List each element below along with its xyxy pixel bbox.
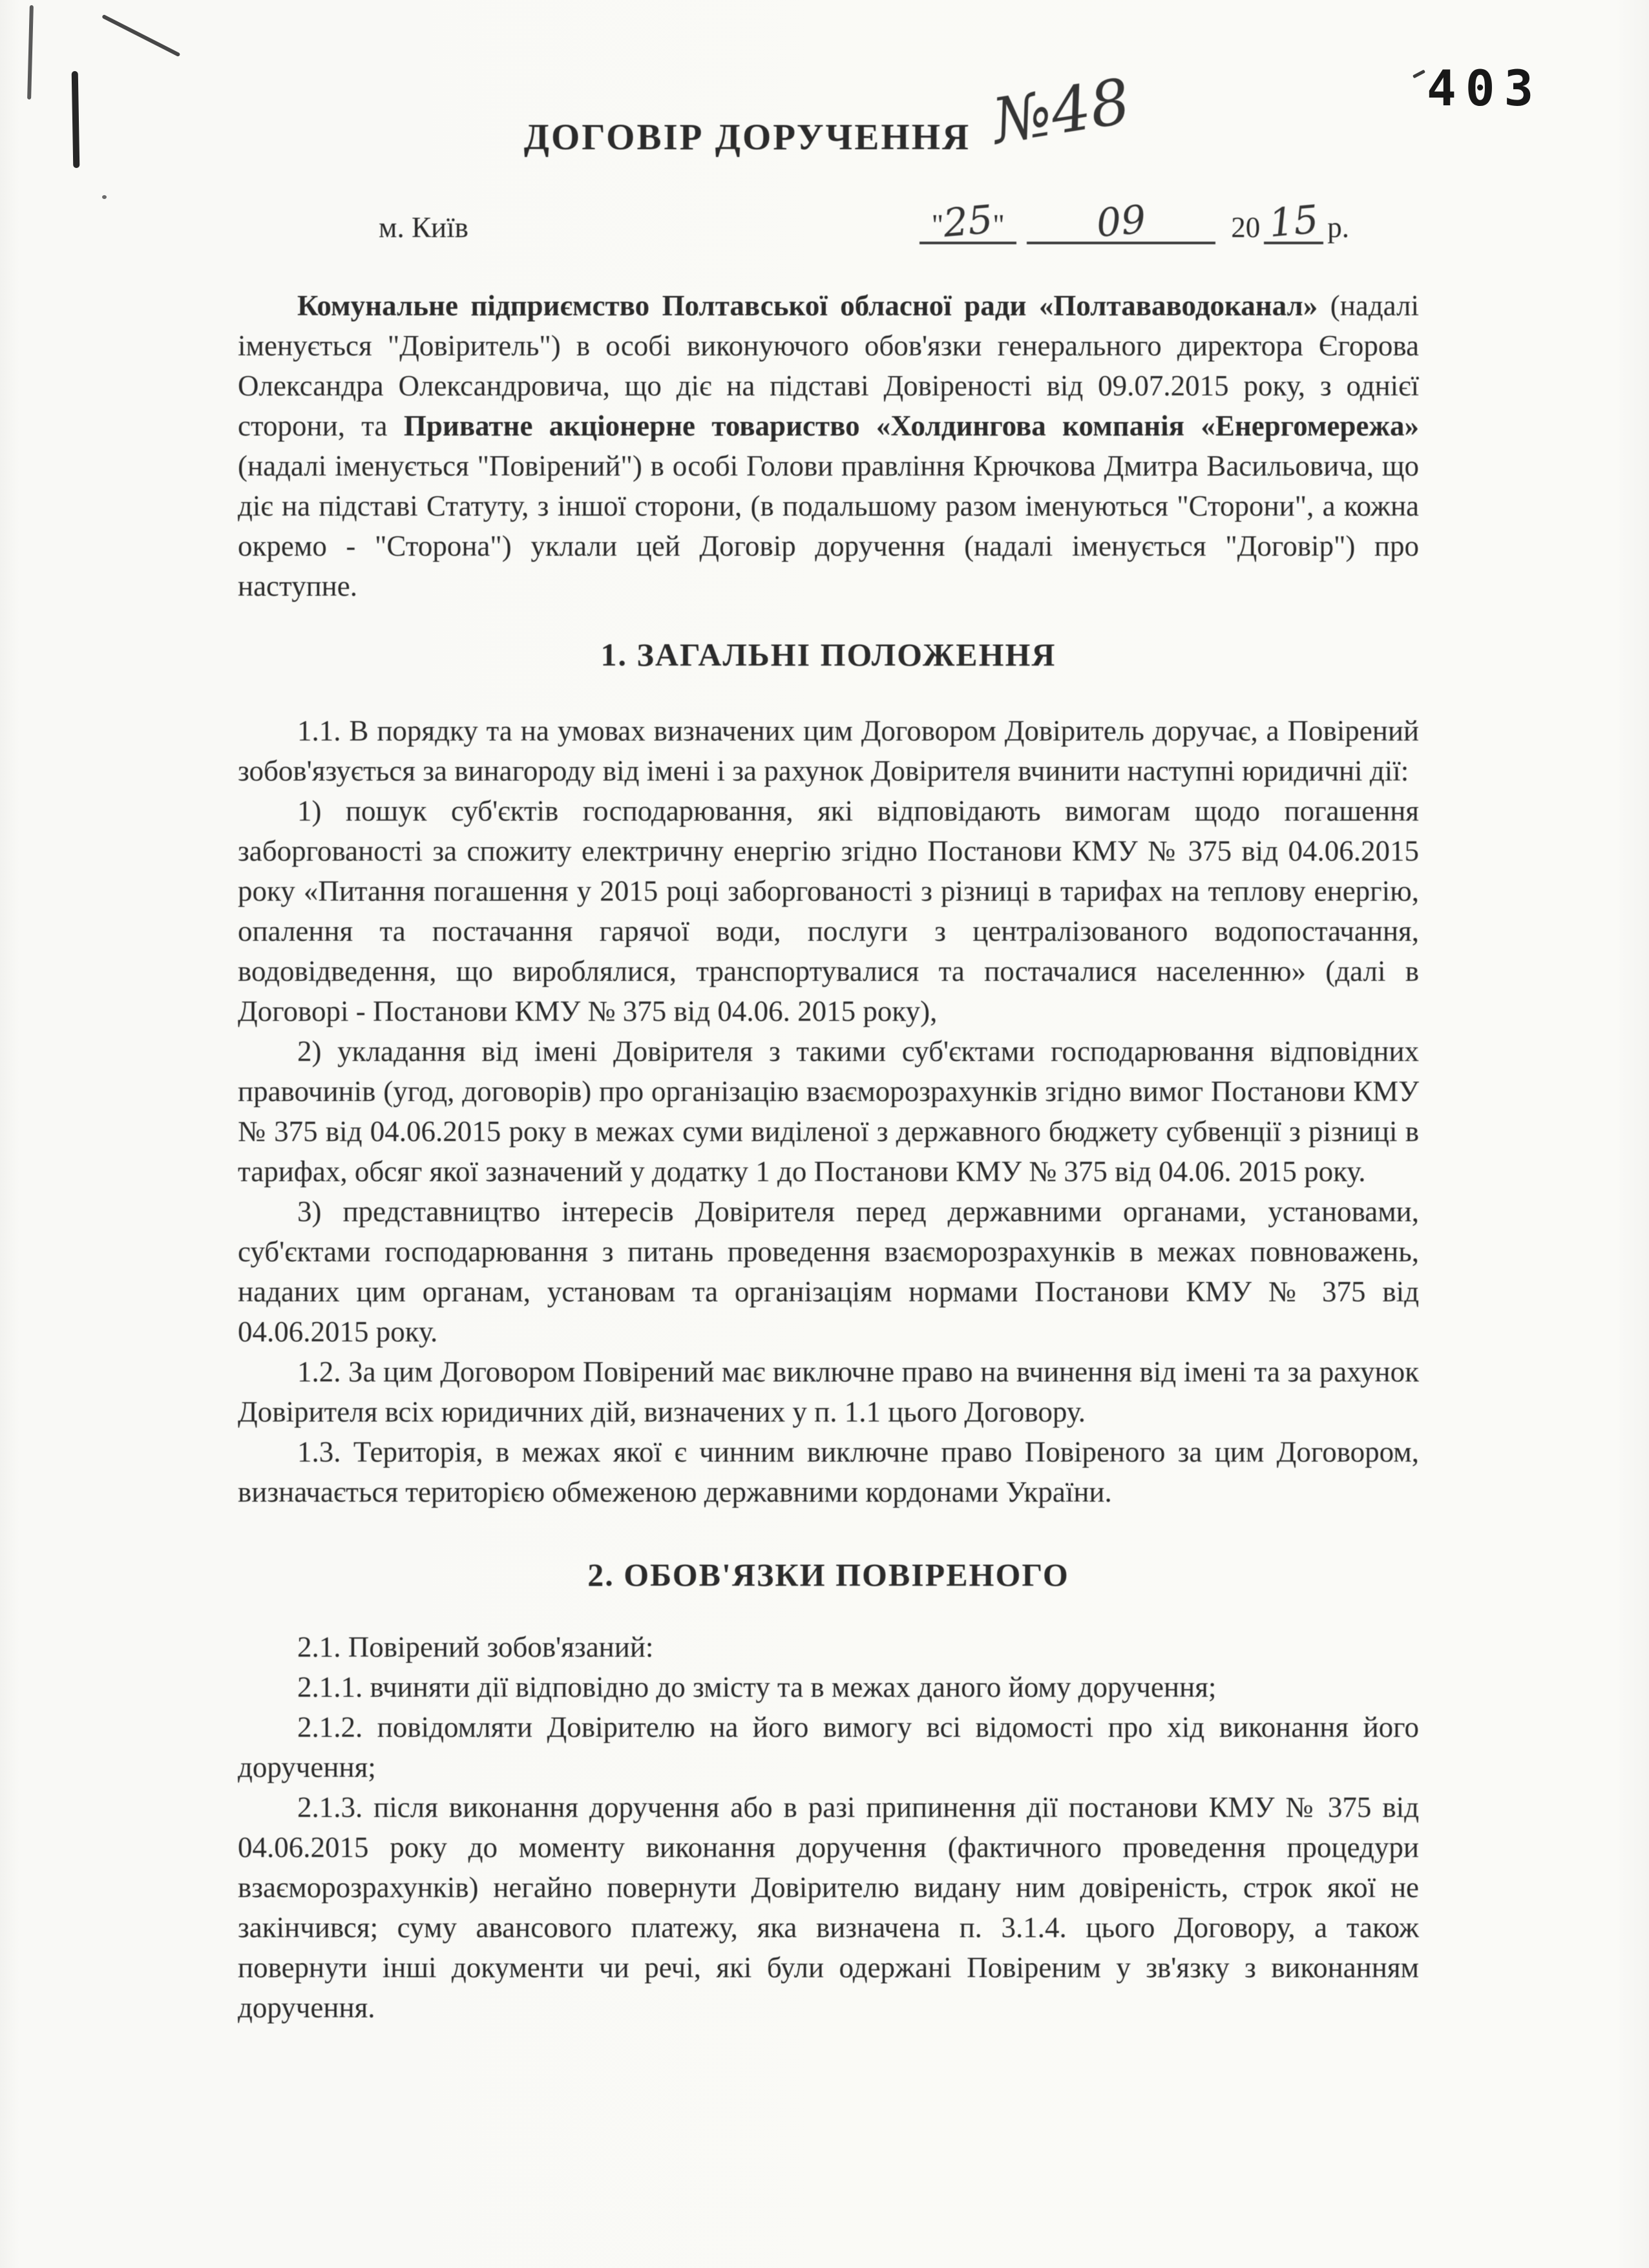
city-label: м. Київ	[379, 211, 468, 244]
date-open-quote: "	[931, 209, 944, 241]
ink-tick-mark	[1413, 70, 1425, 79]
clause-1-1-item-2: 2) укладання від імені Довірителя з такими суб'єктами господарювання відповідних правочинів (угод, договорів) про організацію взаєморозрахунків згідно вимог Постанови КМУ № 375 від 04.06.2015 року в межах суми виділеної з державного бюджету субвенції з різниці в тарифах, обсяг якої зазначений у додатку 1 до Постанови КМУ № 375 від 04.06. 2015 року.	[238, 1035, 1419, 1188]
scan-artifact-thick-stroke	[72, 71, 80, 168]
date-year-underline	[1264, 196, 1323, 247]
clause-1-1-item-3: 3) представництво інтересів Довірителя перед державними органами, установами, суб'єктами господарювання з питань проведення взаєморозрахунків в межах повноважень, наданих цим органам, установам та організаціям нормами Постанови КМУ № 375 від 04.06.2015 року.	[238, 1195, 1419, 1348]
intro-paragraph	[238, 286, 1419, 606]
date-day-underline	[919, 196, 1016, 247]
date-group	[919, 196, 1349, 247]
intro-text-2: (надалі іменується "Повірений") в особі Голови правління Крючкова Дмитра Васильовича, що діє на підставі Статуту, з іншої сторони, (в подальшому разом іменуються "Сторони", а кожна окремо - "Сторона") уклали цей Договір доручення (надалі іменується "Договір") про наступне.	[238, 450, 1419, 602]
date-suffix: р.	[1327, 211, 1349, 244]
page-number-stamp: 403	[1427, 59, 1543, 117]
handwritten-day: 25	[941, 196, 995, 247]
date-close-quote: "	[993, 209, 1005, 241]
clause-1-1-item-1: 1) пошук суб'єктів господарювання, які відповідають вимогам щодо погашення заборгованості за спожиту електричну енергію згідно Постанови КМУ № 375 від 04.06.2015 року «Питання погашення у 2015 році заборгованості з різниці в тарифах на теплову енергію, опалення та постачання гарячої води, послуги з централізованого водопостачання, водовідведення, що вироблялися, транспортувалися та постачалися населенню» (далі в Договорі - Постанови КМУ № 375 від 04.06. 2015 року),	[238, 795, 1419, 1027]
scan-artifact-dot	[102, 195, 107, 199]
section-1-heading: 1. ЗАГАЛЬНІ ПОЛОЖЕННЯ	[600, 636, 1056, 673]
clause-2-1-3: 2.1.3. після виконання доручення або в разі припинення дії постанови КМУ № 375 від 04.06.2015 року до моменту виконання доручення (фактичного проведення процедури взаєморозрахунків) негайно повернути Довірителю видану ним довіреність, строк якої не закінчився; суму авансового платежу, яка визначена п. 3.1.4. цього Договору, а також повернути інші документи чи речі, які були одержані Повіреним у зв'язку з виконанням доручення.	[238, 1791, 1419, 2024]
city-date-row	[238, 196, 1419, 247]
clause-1-1: 1.1. В порядку та на умовах визначених цим Договором Довіритель доручає, а Повірений зобов'язується за винагороду від імені і за рахунок Довірителя вчинити наступні юридичні дії:	[238, 715, 1419, 787]
handwritten-year: 15	[1267, 196, 1321, 247]
section-2-heading: 2. ОБОВ'ЯЗКИ ПОВІРЕНОГО	[587, 1557, 1069, 1593]
clause-1-3: 1.3. Територія, в межах якої є чинним виключне право Повіреного за цим Договором, визначається територією обмеженою державними кордонами України.	[238, 1436, 1419, 1508]
handwritten-month: 09	[1095, 196, 1148, 247]
scan-artifact-diagonal-line	[101, 14, 180, 57]
clause-2-1-2: 2.1.2. повідомляти Довірителю на його вимогу всі відомості про хід виконання його доручення;	[238, 1711, 1419, 1783]
intro-text-1: (надалі іменується "Довіритель") в особі виконуючого обов'язки генерального директора Єгорова Олександра Олександровича, що діє на підставі Довіреності від 09.07.2015 року, з однієї сторони, та	[238, 289, 1419, 442]
party-two-name: Приватне акціонерне товариство «Холдингова компанія «Енергомережа»	[403, 410, 1419, 442]
document-title: ДОГОВІР ДОРУЧЕННЯ	[523, 117, 971, 158]
clause-2-1: 2.1. Повірений зобов'язаний:	[297, 1631, 654, 1663]
party-one-name: Комунальне підприємство Полтавської обласної ради «Полтававодоканал»	[297, 289, 1318, 322]
document-content	[238, 65, 1419, 2028]
date-year-printed: 20	[1231, 211, 1261, 244]
clause-1-2: 1.2. За цим Договором Повірений має виключне право на вчинення від імені та за рахунок Довірителя всіх юридичних дій, визначених у п. 1.1 цього Договору.	[238, 1356, 1419, 1428]
date-month-underline	[1027, 196, 1215, 247]
document-title-row	[238, 65, 1419, 158]
clause-2-1-1: 2.1.1. вчиняти дії відповідно до змісту та в межах даного йому доручення;	[297, 1671, 1217, 1703]
handwritten-contract-number: №48	[987, 65, 1135, 158]
scan-artifact-thin-line	[27, 5, 34, 100]
